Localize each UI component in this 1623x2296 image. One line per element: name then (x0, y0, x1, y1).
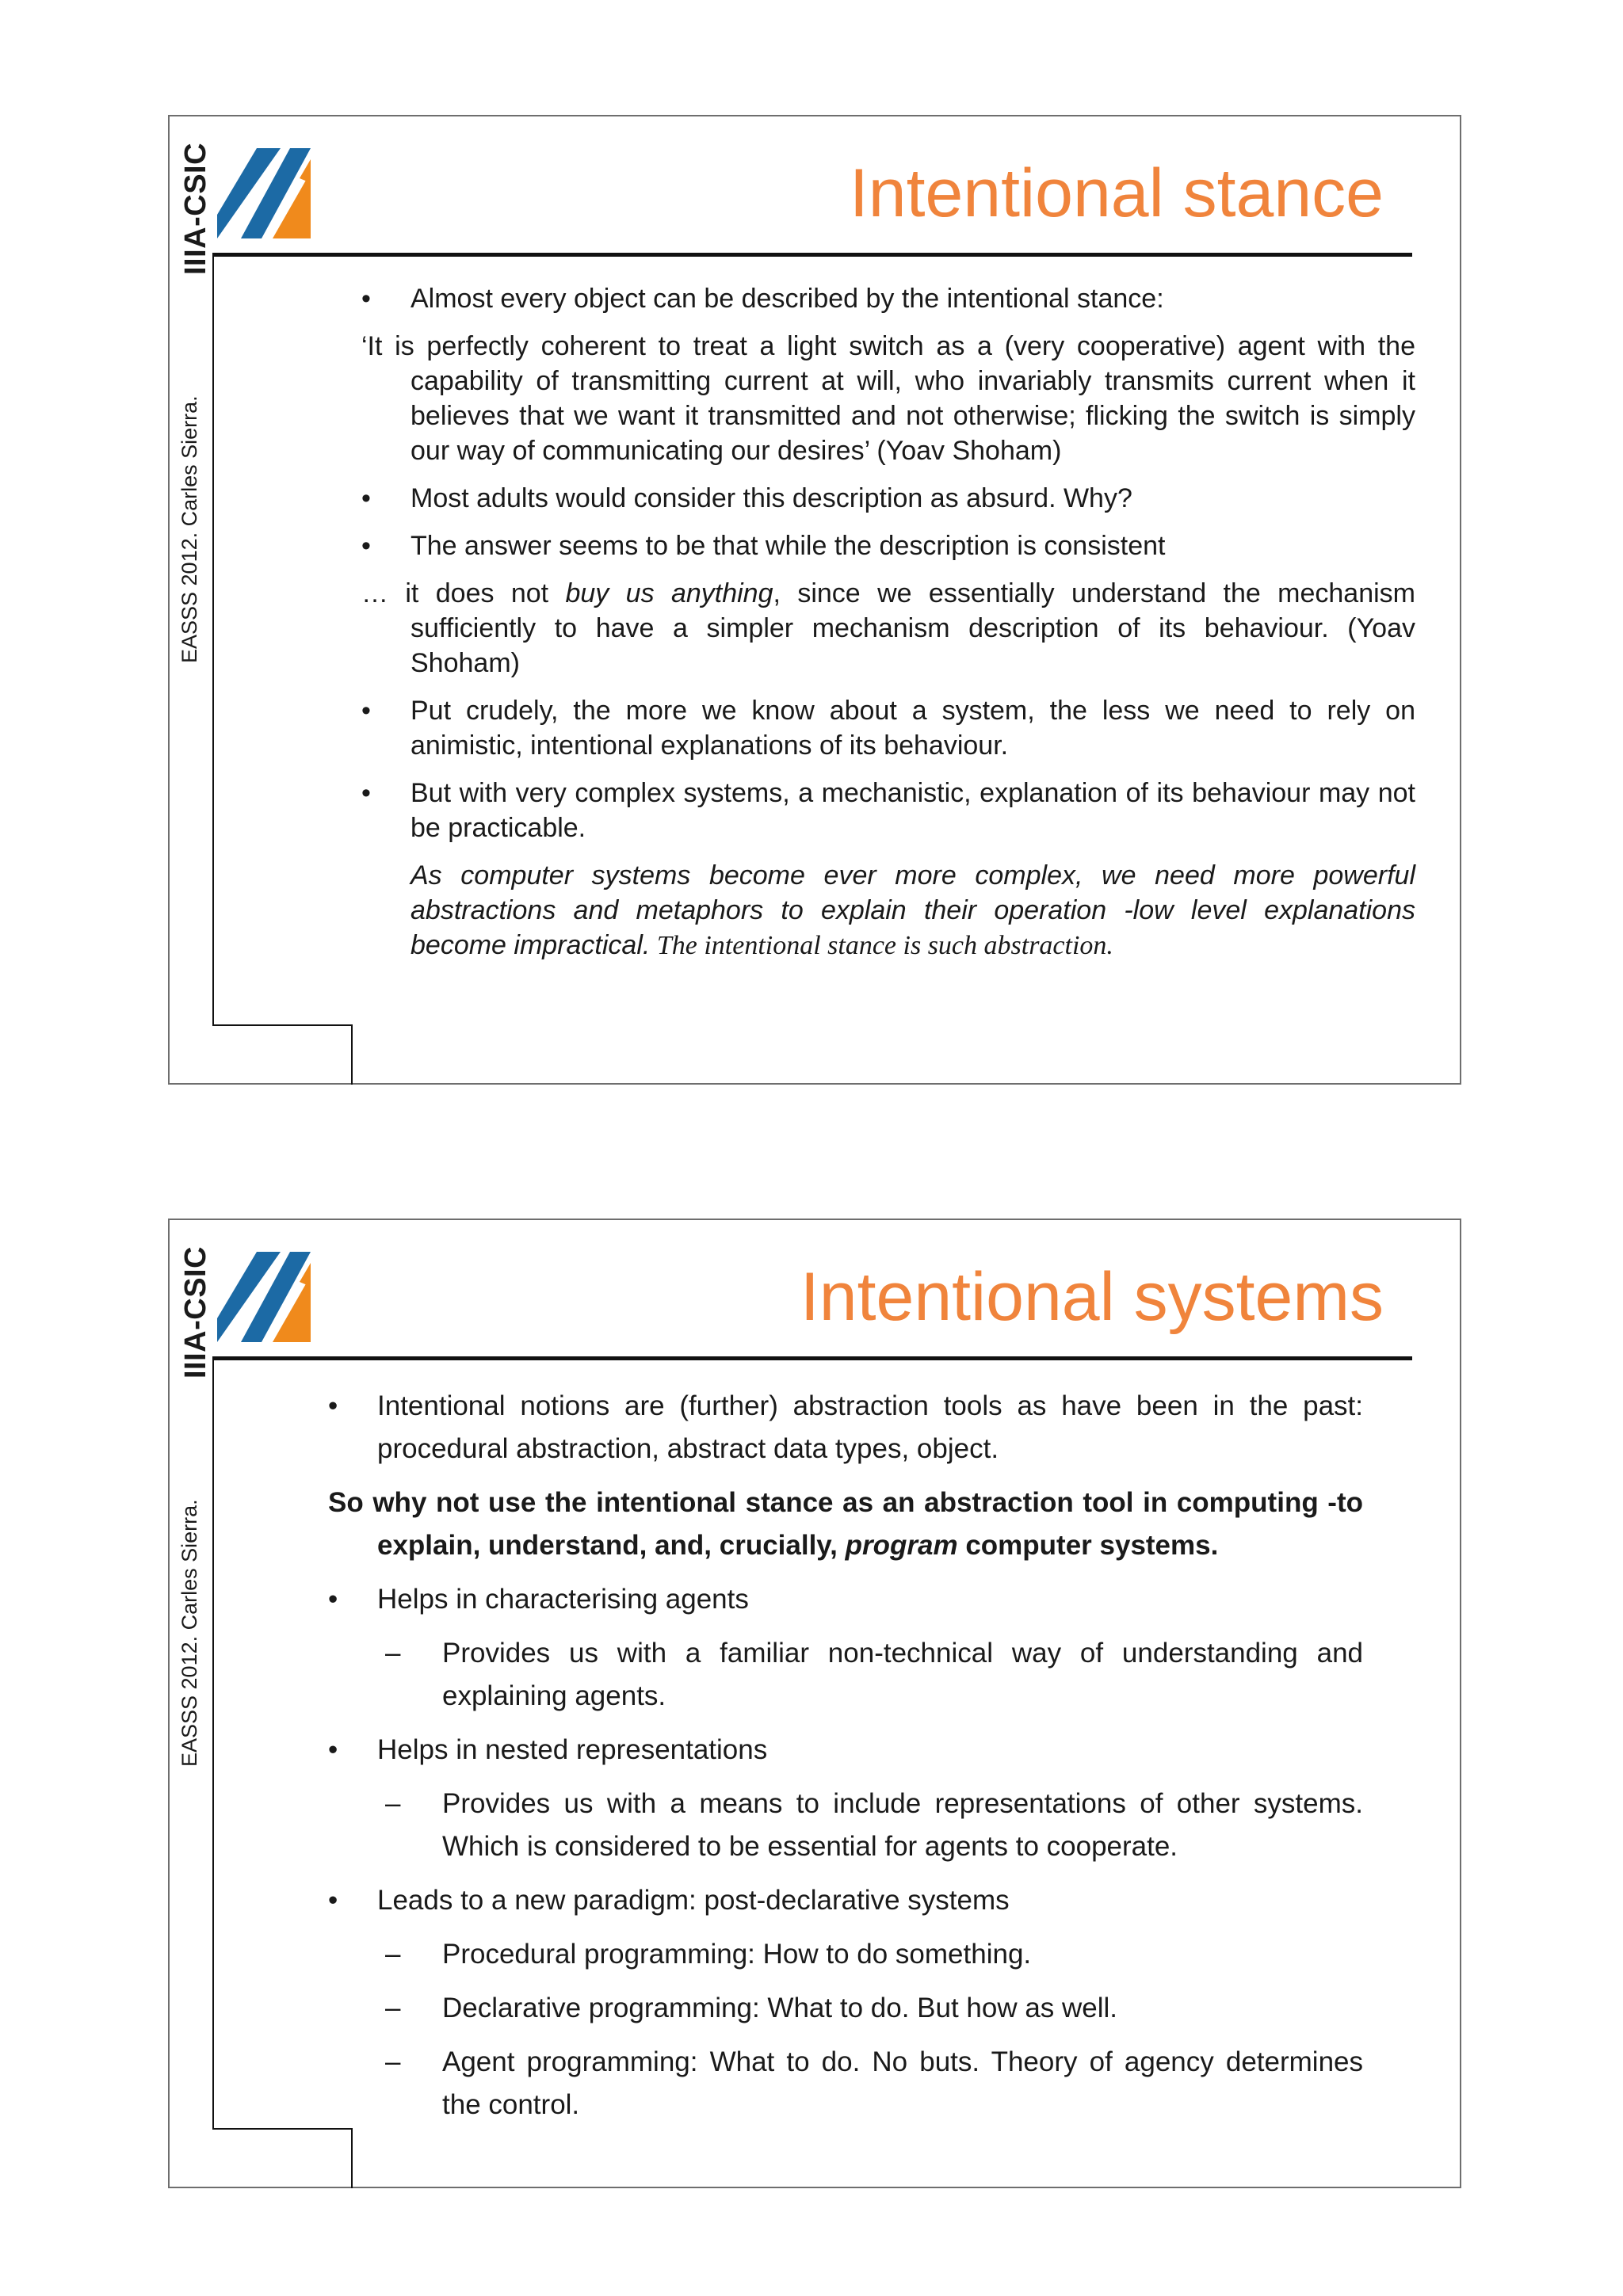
dash-glyph: – (385, 1939, 401, 1970)
slide-intentional-stance (168, 115, 1461, 1085)
bullet-glyph: • (361, 284, 371, 314)
quote-paragraph (361, 576, 1415, 681)
bullet-text: Most adults would consider this description as absurd. Why? (411, 483, 1132, 513)
slide-title: Intentional stance (849, 155, 1384, 231)
slide-intentional-systems (168, 1219, 1461, 2188)
bullet-item (328, 1879, 1363, 1922)
bullet-text: Helps in nested representations (377, 1734, 768, 1765)
slide-body (328, 1385, 1363, 2138)
dash-glyph: – (385, 1993, 401, 2023)
credit-label: EASSS 2012. Carles Sierra. (178, 1499, 201, 1767)
bold-emphasis: program (845, 1530, 958, 1561)
bottom-frame-line (212, 1024, 352, 1026)
left-frame-line (212, 1356, 214, 2129)
quote-text: … it does not (361, 578, 566, 608)
bullet-glyph: • (328, 1584, 338, 1615)
sub-item (385, 1933, 1363, 1976)
sub-text: Agent programming: What to do. No buts. Theory of agency determines the control. (442, 2046, 1363, 2120)
bullet-text: Put crudely, the more we know about a system, the less we need to rely on animistic, intentional explanations of its behaviour. (411, 696, 1415, 761)
sub-text: Procedural programming: How to do something. (442, 1939, 1032, 1970)
sub-item (385, 1987, 1363, 2030)
bullet-glyph: • (328, 1885, 338, 1916)
bullet-item (328, 1385, 1363, 1470)
dash-glyph: – (385, 2046, 401, 2077)
bullet-text: Intentional notions are (further) abstraction tools as have been in the past: procedural abstraction, abstract data types, object. (377, 1390, 1363, 1464)
bullet-item (328, 1578, 1363, 1621)
bullet-text: But with very complex systems, a mechanistic, explanation of its behaviour may not be practicable. (411, 778, 1415, 843)
sub-text: Declarative programming: What to do. But how as well. (442, 1993, 1118, 2023)
bullet-text: Leads to a new paradigm: post-declarative systems (377, 1885, 1010, 1916)
credit-label: EASSS 2012. Carles Sierra. (178, 395, 201, 663)
bullet-text: Almost every object can be described by the intentional stance: (411, 284, 1164, 314)
bold-text: computer systems. (957, 1530, 1219, 1561)
bullet-item (361, 481, 1415, 516)
title-rule (212, 1356, 1412, 1360)
slide-body (361, 281, 1415, 976)
bullet-item (361, 776, 1415, 845)
iiia-logo (217, 1252, 311, 1342)
bullet-item (361, 281, 1415, 316)
org-label: IIIA-CSIC (179, 142, 212, 275)
bullet-glyph: • (328, 1734, 338, 1765)
bold-paragraph (328, 1482, 1363, 1567)
sub-item (385, 2041, 1363, 2126)
bullet-glyph: • (361, 778, 371, 808)
bullet-text: Helps in characterising agents (377, 1584, 749, 1615)
bold-text: So why not use the intentional stance as an abstraction tool in computing -to explain, understand, and, crucially, (328, 1487, 1363, 1561)
sub-item (385, 1783, 1363, 1868)
bullet-glyph: • (361, 483, 371, 513)
closing-serif-text: The intentional stance is such abstraction. (650, 931, 1113, 960)
org-label: IIIA-CSIC (179, 1245, 212, 1379)
bullet-glyph: • (361, 696, 371, 726)
quote-emphasis: buy us anything (565, 578, 773, 608)
title-rule (212, 253, 1412, 257)
closing-paragraph (361, 858, 1415, 963)
sub-text: Provides us with a means to include representations of other systems. Which is considered to be essential for agents to cooperate. (442, 1788, 1363, 1862)
bullet-item (361, 528, 1415, 563)
bullet-item (328, 1729, 1363, 1772)
bullet-item (361, 693, 1415, 763)
bullet-text: The answer seems to be that while the description is consistent (411, 531, 1166, 561)
corner-line (351, 1024, 353, 1085)
sub-text: Provides us with a familiar non-technical way of understanding and explaining agents. (442, 1638, 1363, 1711)
closing-italic-text: As computer systems become ever more complex, we need more powerful abstractions and metaphors to explain their operation -low level explanations become impractical. (411, 860, 1415, 960)
bullet-glyph: • (328, 1390, 338, 1421)
slide-title: Intentional systems (800, 1259, 1384, 1335)
quote-paragraph: ‘It is perfectly coherent to treat a light switch as a (very cooperative) agent with the capability of transmitting current at will, who invariably transmits current when it believes that we want it transmitted and not otherwise; flicking the switch is simply our way of communicating our desires’ (Yoav Shoham) (361, 331, 1415, 466)
bullet-glyph: • (361, 531, 371, 561)
sub-item (385, 1632, 1363, 1718)
quote-text: , since we essentially understand the mechanism sufficiently to have a simpler mechanism description of its behaviour. (Yoav Shoham) (411, 578, 1416, 678)
left-frame-line (212, 253, 214, 1025)
iiia-logo (217, 148, 311, 238)
dash-glyph: – (385, 1638, 401, 1669)
dash-glyph: – (385, 1788, 401, 1819)
